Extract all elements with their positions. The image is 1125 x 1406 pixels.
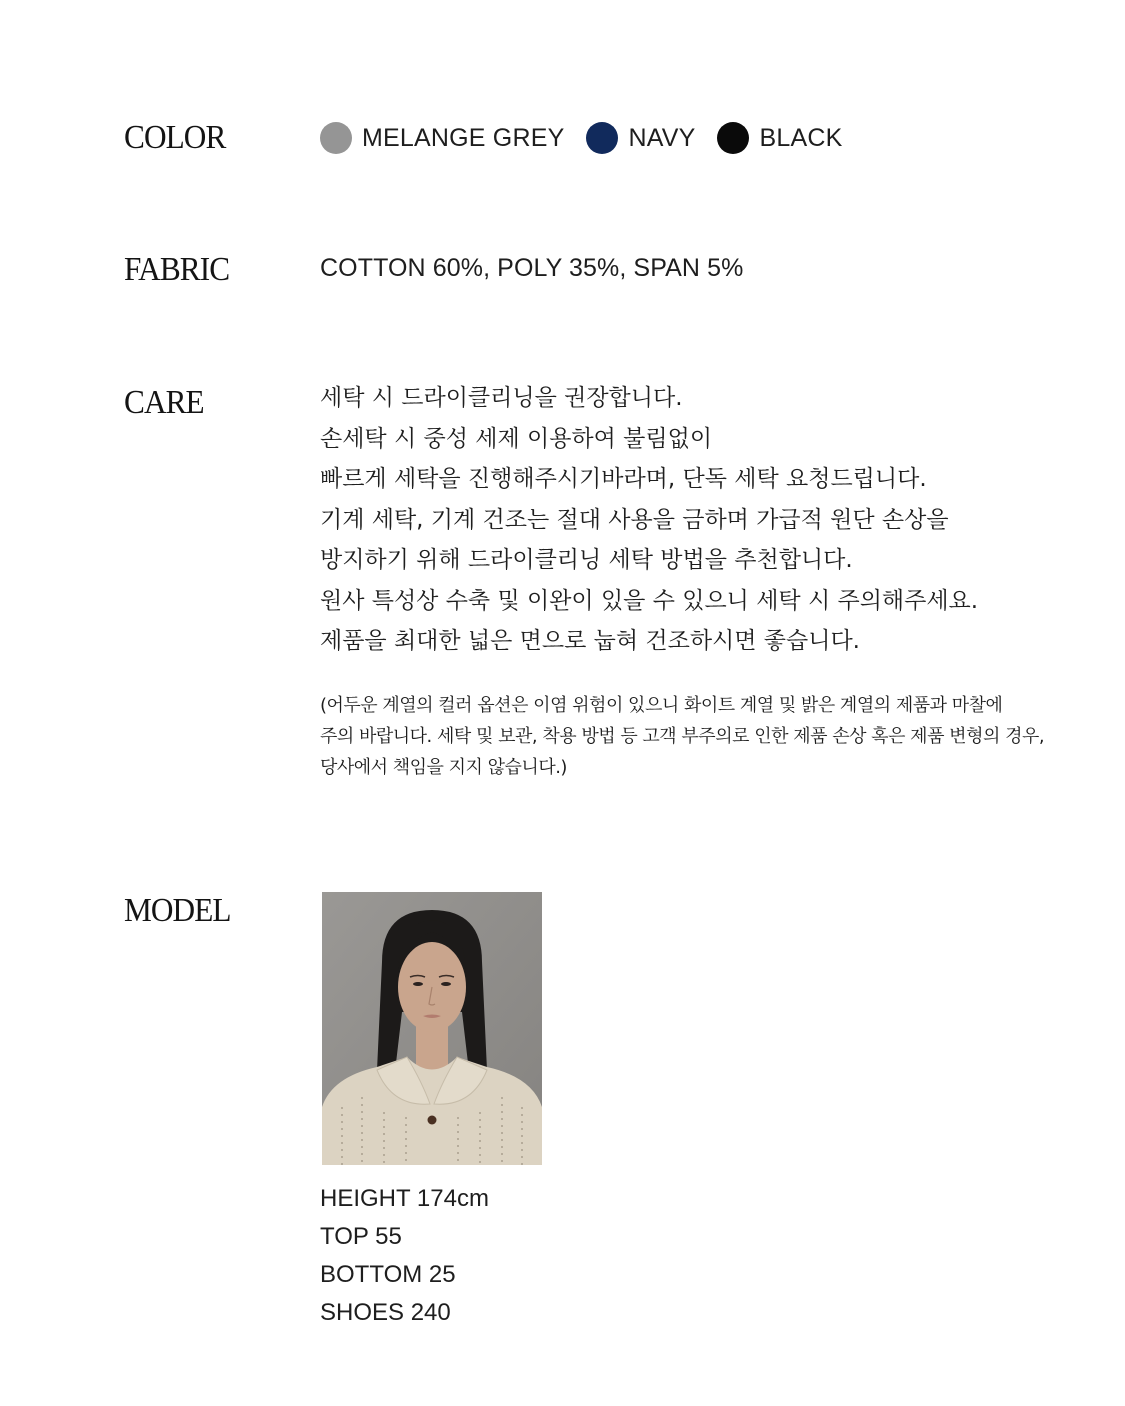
model-portrait-illustration <box>322 892 542 1165</box>
care-line: 방지하기 위해 드라이클리닝 세탁 방법을 추천합니다. <box>320 547 853 573</box>
fabric-composition: COTTON 60%, POLY 35%, SPAN 5% <box>320 254 744 282</box>
care-section-label: CARE <box>124 384 204 421</box>
care-line: 빠르게 세탁을 진행해주시기바라며, 단독 세탁 요청드립니다. <box>320 466 927 492</box>
model-photo <box>322 892 542 1165</box>
model-bottom-size: BOTTOM 25 <box>320 1261 456 1288</box>
color-option-black <box>717 122 842 154</box>
color-options <box>320 121 864 155</box>
model-top-size: TOP 55 <box>320 1223 402 1250</box>
care-line: 손세탁 시 중성 세제 이용하여 불림없이 <box>320 425 713 452</box>
color-section-label: COLOR <box>124 119 226 156</box>
model-measurements <box>320 1180 489 1332</box>
color-option-navy <box>586 122 695 154</box>
care-note-line: 당사에서 책임을 지지 않습니다.) <box>320 757 567 778</box>
fabric-section-label: FABRIC <box>124 251 230 288</box>
care-instructions <box>320 378 978 662</box>
care-disclaimer <box>320 690 1044 783</box>
color-name: BLACK <box>759 123 843 152</box>
care-note-line: 주의 바랍니다. 세탁 및 보관, 착용 방법 등 고객 부주의로 인한 제품 손상 혹은 제품 변형의 경우, <box>320 726 1045 747</box>
color-name: MELANGE GREY <box>362 123 565 152</box>
model-height: HEIGHT 174cm <box>320 1185 489 1212</box>
care-line: 원사 특성상 수축 및 이완이 있을 수 있으니 세탁 시 주의해주세요. <box>320 587 979 614</box>
swatch-dot-icon <box>717 122 749 154</box>
model-section-label: MODEL <box>124 892 231 929</box>
care-line: 기계 세탁, 기계 건조는 절대 사용을 금하며 가급적 원단 손상을 <box>320 506 949 533</box>
color-option-melange-grey <box>320 122 564 154</box>
care-note-line: (어두운 계열의 컬러 옵션은 이염 위험이 있으니 화이트 계열 및 밝은 계열의 제품과 마찰에 <box>320 695 1003 716</box>
color-name: NAVY <box>628 123 696 152</box>
care-line: 제품을 최대한 넓은 면으로 눕혀 건조하시면 좋습니다. <box>320 628 860 654</box>
swatch-dot-icon <box>320 122 352 154</box>
care-line: 세탁 시 드라이클리닝을 권장합니다. <box>320 385 683 411</box>
swatch-dot-icon <box>586 122 618 154</box>
model-shoe-size: SHOES 240 <box>320 1299 451 1326</box>
